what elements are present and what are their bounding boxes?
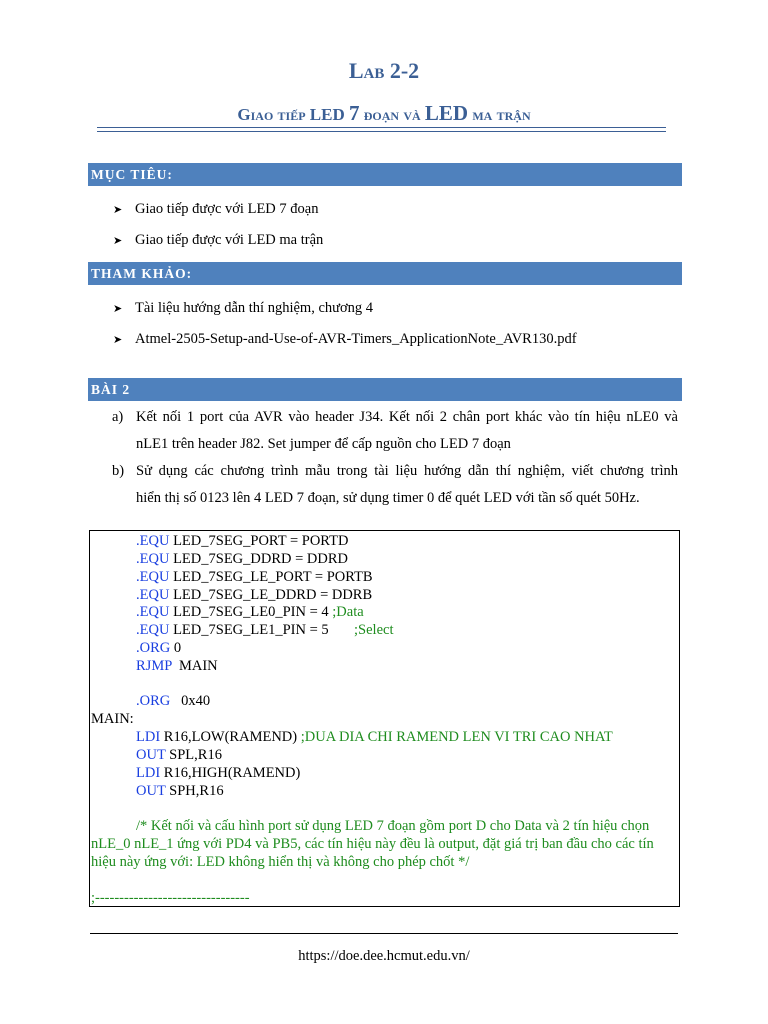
footer-rule: [90, 933, 678, 934]
code-line: .EQU LED_7SEG_DDRD = DDRD: [136, 551, 348, 567]
list-item: ➤ Atmel-2505-Setup-and-Use-of-AVR-Timers_ApplicationNote_AVR130.pdf: [113, 331, 577, 347]
code-comment: /* Kết nối và cấu hình port sử dụng LED 7 đoạn gồm port D cho Data và 2 tín hiệu chọn nLE_0 nLE_1 ứng với PD4 và PB5, các tín hiệu này đều là output, đặt giá trị ban đầu cho các tín hiệu này ứng với: LED không hiển thị và không cho phép chốt */: [91, 818, 654, 870]
arrow-bullet-icon: ➤: [113, 235, 123, 247]
section-bai2-heading: BÀI 2: [88, 378, 682, 401]
code-line: .ORG 0: [136, 640, 182, 656]
list-item: ➤ Tài liệu hướng dẫn thí nghiệm, chương 4: [113, 300, 374, 316]
code-label-main: MAIN:: [91, 711, 134, 727]
title-rule-top: [97, 127, 666, 128]
code-line: OUT SPL,R16: [136, 747, 222, 763]
lab-title: Lab 2-2: [348, 58, 420, 83]
list-item: ➤ Giao tiếp được với LED 7 đoạn: [113, 201, 319, 217]
code-line: LDI R16,HIGH(RAMEND): [136, 765, 301, 781]
footer-url: https://doe.dee.hcmut.edu.vn/: [298, 948, 470, 964]
task-b: b) Sử dụng các chương trình mẫu trong tài liệu hướng dẫn thí nghiệm, viết chương trình hiển thị số 0123 lên 4 LED 7 đoạn, sử dụng timer 0 để quét LED với tần số quét 50Hz.: [112, 463, 678, 506]
code-line: .EQU LED_7SEG_LE0_PIN = 4 ;Data: [136, 604, 364, 620]
code-line: .EQU LED_7SEG_LE_PORT = PORTB: [136, 569, 373, 585]
code-line: .ORG 0x40: [136, 693, 211, 709]
task-a: a) Kết nối 1 port của AVR vào header J34. Kết nối 2 chân port khác vào tín hiệu nLE0 và nLE1 trên header J82. Set jumper để cấp nguồn cho LED 7 đoạn: [112, 409, 678, 452]
arrow-bullet-icon: ➤: [113, 334, 123, 346]
title-rule-bottom: [97, 131, 666, 132]
code-line: LDI R16,LOW(RAMEND) ;DUA DIA CHI RAMEND LEN VI TRI CAO NHAT: [136, 729, 613, 745]
code-line: RJMP MAIN: [136, 658, 218, 674]
list-item: ➤ Giao tiếp được với LED ma trận: [113, 232, 324, 248]
code-line: .EQU LED_7SEG_LE1_PIN = 5 ;Select: [136, 622, 394, 638]
arrow-bullet-icon: ➤: [113, 303, 123, 315]
section-muc-tieu-heading: MỤC TIÊU:: [88, 163, 682, 186]
code-separator: ;--------------------------------: [91, 890, 250, 906]
code-line: OUT SPH,R16: [136, 783, 224, 799]
code-block: [89, 530, 680, 907]
code-line: .EQU LED_7SEG_PORT = PORTD: [136, 533, 349, 549]
arrow-bullet-icon: ➤: [113, 204, 123, 216]
lab-subtitle: Giao tiếp LED 7 đoạn và LED ma trận: [237, 101, 531, 125]
code-line: .EQU LED_7SEG_LE_DDRD = DDRB: [136, 587, 373, 603]
section-tham-khao-heading: THAM KHẢO:: [88, 262, 682, 285]
